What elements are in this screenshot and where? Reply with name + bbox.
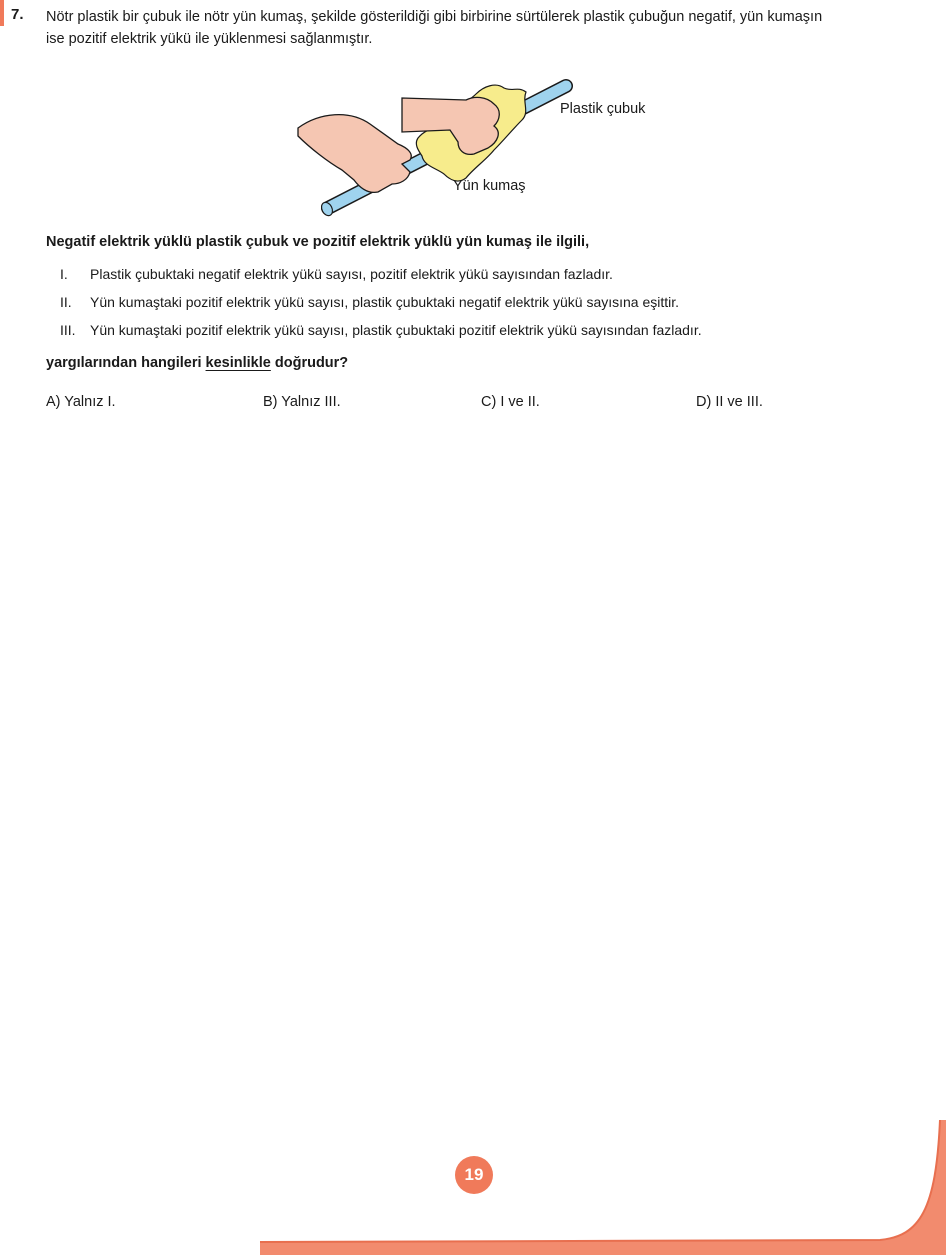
prompt-start: yargılarından hangileri — [46, 355, 206, 371]
statement-numeral: II. — [60, 294, 72, 310]
statement-text: Plastik çubuktaki negatif elektrik yükü sayısı, pozitif elektrik yükü sayısından fazladır. — [90, 266, 613, 282]
stem-line-2: ise pozitif elektrik yükü ile yüklenmesi sağlanmıştır. — [46, 31, 373, 47]
statement-numeral: I. — [60, 266, 68, 282]
option-c[interactable]: C) I ve II. — [481, 394, 540, 410]
statement-numeral: III. — [60, 322, 76, 338]
corner-curve — [260, 1120, 946, 1255]
cloth-label: Yün kumaş — [453, 178, 526, 194]
option-a[interactable]: A) Yalnız I. — [46, 394, 116, 410]
option-b[interactable]: B) Yalnız III. — [263, 394, 341, 410]
statement-text: Yün kumaştaki pozitif elektrik yükü sayısı, plastik çubuktaki negatif elektrik yükü sayısına eşittir. — [90, 294, 680, 310]
page-number-badge: 19 — [455, 1156, 493, 1194]
corner-edge — [260, 1120, 940, 1242]
stem-line-1: Nötr plastik bir çubuk ile nötr yün kumaş, şekilde gösterildiği gibi birbirine sürtülerek plastik çubuğun negatif, yün kumaşın — [46, 9, 823, 25]
option-d[interactable]: D) II ve III. — [696, 394, 763, 410]
rod-label: Plastik çubuk — [560, 101, 646, 117]
prompt-end: doğrudur? — [270, 355, 349, 371]
statements-lead: Negatif elektrik yüklü plastik çubuk ve pozitif elektrik yüklü yün kumaş ile ilgili, — [46, 234, 590, 250]
statement-text: Yün kumaştaki pozitif elektrik yükü sayısı, plastik çubuktaki pozitif elektrik yükü sayısından fazladır. — [90, 322, 702, 338]
prompt-emphasis: kesinlikle — [205, 355, 271, 371]
question-number: 7. — [11, 6, 24, 23]
